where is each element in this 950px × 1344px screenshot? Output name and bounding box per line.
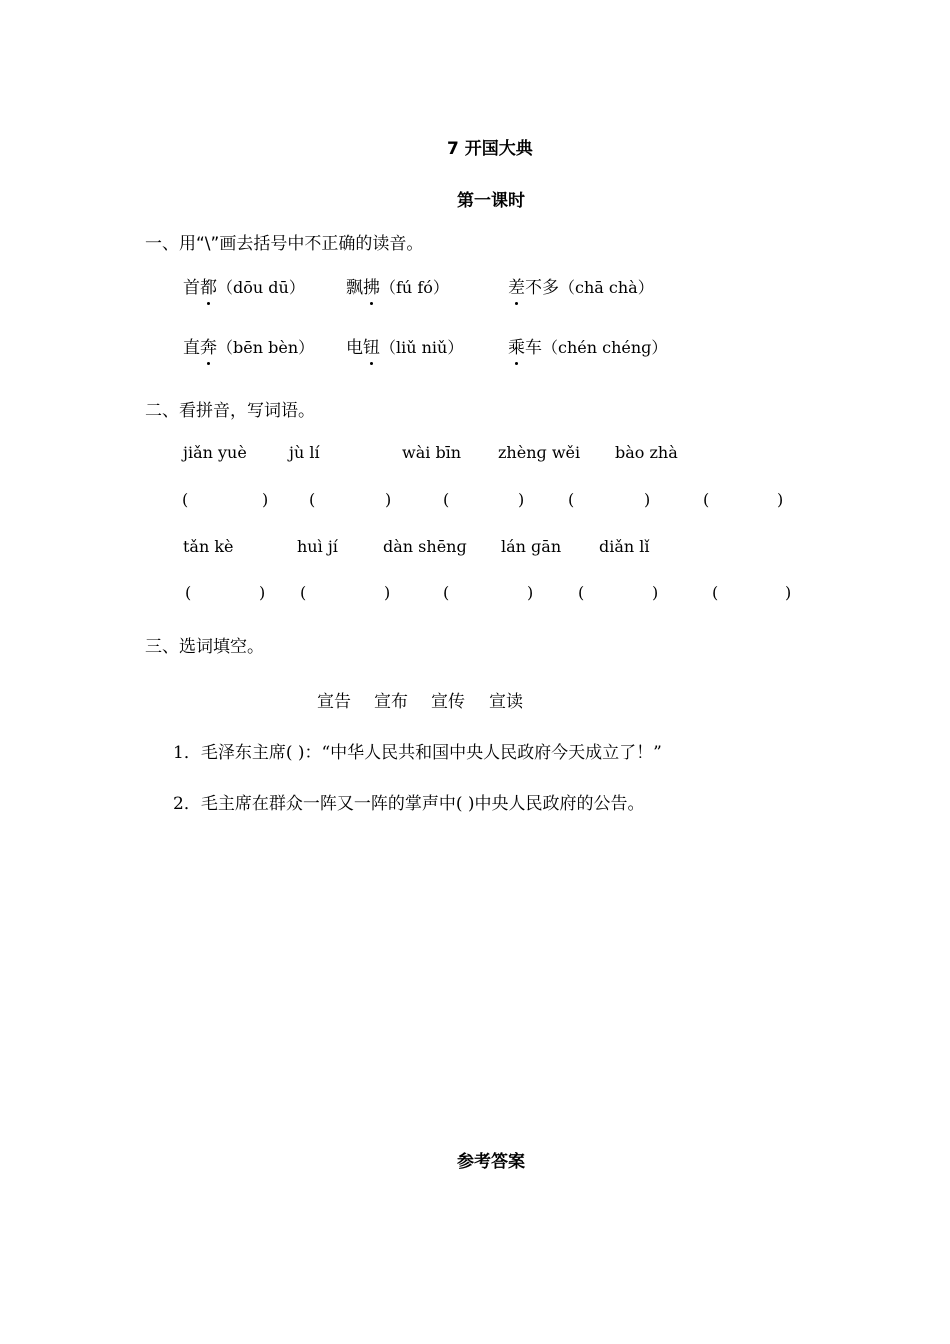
answer-blank-close: ) xyxy=(385,490,392,509)
pinyin-label: jù lí xyxy=(289,443,320,462)
pinyin-label: diǎn lǐ xyxy=(599,537,650,556)
answer-blank-open: ( xyxy=(568,490,575,509)
section3-heading: 三、选词填空。 xyxy=(145,637,264,657)
pinyin-label: wài bīn xyxy=(402,443,462,462)
word-choice: 宣读 xyxy=(489,692,523,712)
answer-blank-open: ( xyxy=(703,490,710,509)
answer-blank-close: ) xyxy=(527,583,534,602)
answer-blank-open: ( xyxy=(300,583,307,602)
answer-blank-close: ) xyxy=(259,583,266,602)
answer-blank-close: ) xyxy=(777,490,784,509)
answer-blank-open: ( xyxy=(712,583,719,602)
word-choice: 宣传 xyxy=(431,692,465,712)
pinyin-label: dàn shēnɡ xyxy=(383,537,467,556)
pronunciation-item: 直奔（bēn bèn） xyxy=(183,333,314,358)
answer-blank-open: ( xyxy=(185,583,192,602)
answer-blank-close: ) xyxy=(652,583,659,602)
answer-blank-open: ( xyxy=(443,490,450,509)
pinyin-label: bào zhà xyxy=(615,443,678,462)
answer-key-heading: 参考答案 xyxy=(457,1152,525,1172)
answer-blank-open: ( xyxy=(182,490,189,509)
section1-heading: 一、用“\”画去括号中不正确的读音。 xyxy=(145,234,424,254)
answer-blank-close: ) xyxy=(384,583,391,602)
answer-blank-close: ) xyxy=(262,490,269,509)
section2-heading: 二、看拼音，写词语。 xyxy=(145,401,315,421)
answer-blank-close: ) xyxy=(644,490,651,509)
page-title: 7 开国大典 xyxy=(447,139,533,159)
pinyin-label: zhènɡ wěi xyxy=(498,443,581,462)
pinyin-label: jiǎn yuè xyxy=(183,443,247,462)
answer-blank-close: ) xyxy=(518,490,525,509)
pinyin-label: huì jí xyxy=(297,537,338,556)
pronunciation-item: 首都（dōu dū） xyxy=(183,273,305,298)
pronunciation-item: 飘拂（fú fó） xyxy=(346,273,449,298)
question-2: 2．毛主席在群众一阵又一阵的掌声中( )中央人民政府的公告。 xyxy=(173,794,645,814)
answer-blank-open: ( xyxy=(309,490,316,509)
pronunciation-item: 电钮（liǔ niǔ） xyxy=(346,333,463,358)
page-subtitle: 第一课时 xyxy=(457,191,525,211)
pronunciation-item: 乘车（chén chénɡ） xyxy=(508,333,667,358)
pronunciation-item: 差不多（chā chà） xyxy=(508,273,654,298)
pinyin-label: lán ɡān xyxy=(501,537,562,556)
answer-blank-open: ( xyxy=(578,583,585,602)
answer-blank-open: ( xyxy=(443,583,450,602)
answer-blank-close: ) xyxy=(785,583,792,602)
word-choice: 宣布 xyxy=(374,692,408,712)
word-choice: 宣告 xyxy=(317,692,351,712)
question-1: 1．毛泽东主席( )：“中华人民共和国中央人民政府今天成立了！” xyxy=(173,743,662,763)
pinyin-label: tǎn kè xyxy=(183,537,234,556)
